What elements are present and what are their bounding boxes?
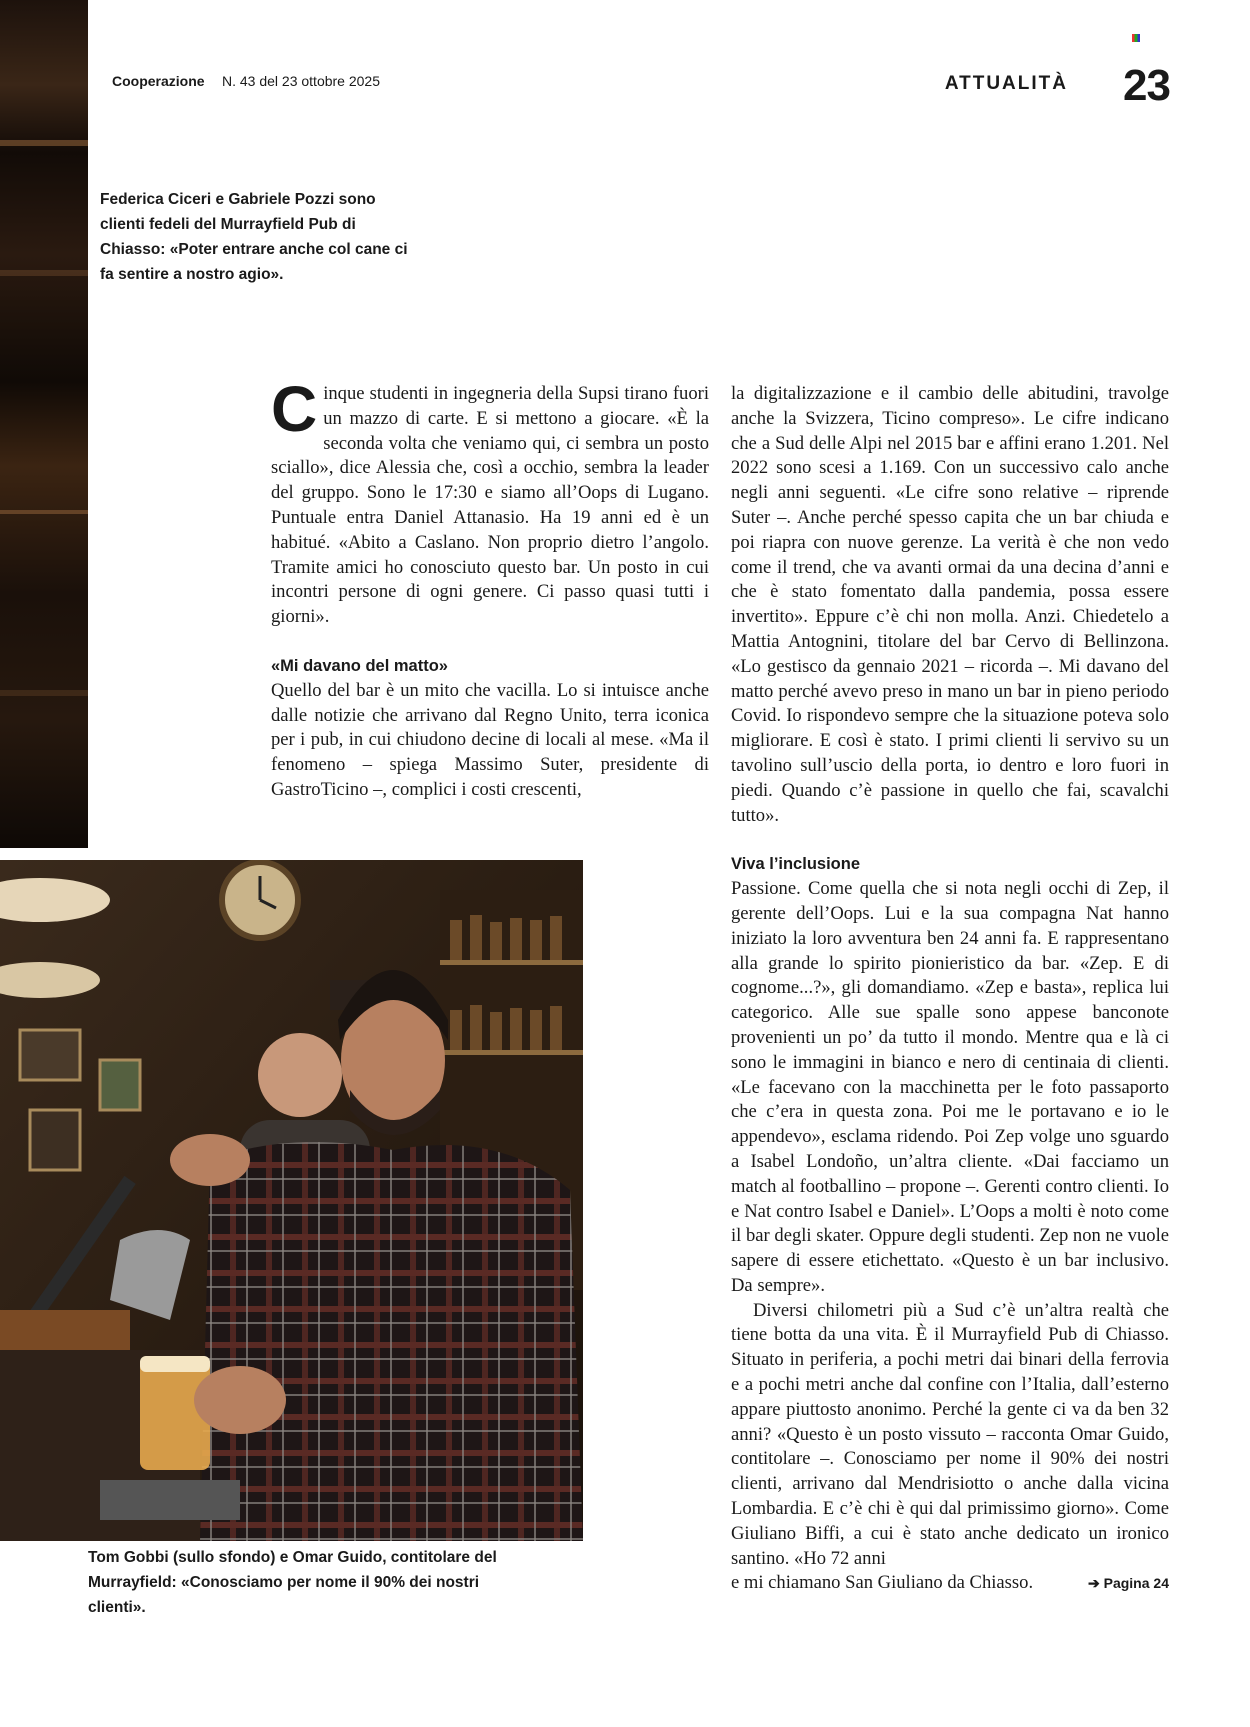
subheading-inclusione: Viva l’inclusione <box>731 855 860 874</box>
final-line-text: e mi chiamano San Giuliano da Chiasso. <box>731 1572 1034 1594</box>
main-photo-bartender <box>0 860 583 1541</box>
photo-strip-pub-interior <box>0 0 88 848</box>
article-paragraph: Diversi chilometri più a Sud c’è un’altra realtà che tiene botta da una vita. È il Murrayfield Pub di Chiasso. Situato in periferia, a pochi metri dai binari della ferrovia e a pochi metri anche dal confine con l’Italia, dall’esterno appare piuttosto anonimo. Perché la gente ci va da ben 32 anni? «Questo è un posto vissuto – racconta Omar Guido, contitolare –. Conosciamo per nome il 90% dei nostri clienti, arrivano dal Mendrisiotto o anche dalla vicina Lombardia. E c’è chi è qui dal primissimo giorno». Come Giuliano Biffi, a cui è stato anche dedicato un ironico santino. «Ho 72 anni <box>731 1299 1169 1569</box>
article-paragraph: la digitalizzazione e il cambio delle abitudini, travolge anche la Svizzera, Ticino compreso». Le cifre indicano che a Sud delle Alpi nel 2015 bar e affini erano 1.201. Nel 2022 sono scesi a 1.169. Con un successivo calo anche negli anni seguenti. «Le cifre sono relative – riprende Suter –. Anche perché spesso capita che un bar chiuda e poi riapra con nuove gerenze. La verità è che non vedo come il trend, che va avanti ormai da una decina d’anni e che è stato fomentato dalla pandemia, possa essere invertito». Eppure c’è chi non molla. Anzi. Chiedetelo a Mattia Antognini, titolare del bar Cervo di Bellinzona. «Lo gestisco da gennaio 2021 – ricorda –. Mi davano del matto perché avevo preso in mano un bar in pieno periodo Covid. Io rispondevo sempre che la situazione poteva solo migliorare. E così è stato. I primi clienti li servivo su un tavolino sull’uscio della porta, io dentro e loro fuori in piedi. Quando c’è passione in quello che fai, scavalchi tutto». <box>731 383 1169 826</box>
article-paragraph <box>271 373 709 630</box>
bartender-photo-illustration <box>0 860 583 1541</box>
article-paragraph: Quello del bar è un mito che vacilla. Lo si intuisce anche dalle notizie che arrivano dal Regno Unito, terra iconica per i pub, in cui chiudono decine di locali al mese. «Ma il fenomeno – spiega Massimo Suter, presidente di GastroTicino –, complici i costi crescenti, <box>271 679 709 800</box>
subheading-matto: «Mi davano del matto» <box>271 656 448 675</box>
photo-caption-top: Federica Ciceri e Gabriele Pozzi sono clienti fedeli del Murrayfield Pub di Chiasso: «Poter entrare anche col cane ci fa sentire a nostro agio». <box>100 191 408 283</box>
paragraph-text: inque studenti in ingegneria della Supsi tirano fuori un mazzo di carte. E si mettono a giocare. «È la seconda volta che veniamo qui, ci sembra un posto sciallo», dice Alessia che, così a occhio, sembra la leader del gruppo. Sono le 17:30 e siamo all’Oops di Lugano. Puntuale entra Daniel Attanasio. Ha 19 anni ed è un habitué. «Abito a Caslano. Non proprio dietro l’angolo. Tramite amici ho conosciuto questo bar. Un posto in cui incontri persone di ogni genere. Ci passo quasi tutti i giorni». <box>271 383 709 628</box>
drop-cap: C <box>271 373 318 445</box>
article-column-right <box>731 382 1169 1596</box>
publication-name: Cooperazione <box>112 73 205 89</box>
section-title: ATTUALITÀ <box>944 73 1068 94</box>
article-column-left <box>271 373 709 803</box>
color-registration-mark <box>1132 34 1140 42</box>
article-end-line <box>731 1571 1169 1596</box>
page-number: 23 <box>1123 61 1170 110</box>
continued-link[interactable]: ➔ Pagina 24 <box>1088 1575 1169 1592</box>
photo-caption-bottom: Tom Gobbi (sullo sfondo) e Omar Guido, contitolare del Murrayfield: «Conosciamo per nome il 90% dei nostri clienti». <box>88 1549 497 1616</box>
article-paragraph: Passione. Come quella che si nota negli occhi di Zep, il gerente dell’Oops. Lui e la sua compagna Nat hanno iniziato la loro avventura ben 24 anni fa. E rappresentano alla grande lo spirito pionieristico da bar. «Zep. E di cognome...?», gli domandiamo. «Zep e basta», replica lui categorico. Alle sue spalle sono appese banconote provenienti un po’ da tutto il mondo. Mentre qua e là ci sono le immagini in bianco e nero di centinaia di clienti. «Le facevano con la macchinetta per le foto passaporto che c’era in questa zona. Poi me le portavano e io le appendevo», esclama ridendo. Poi Zep volge uno sguardo a Isabel Londoño, un’altra cliente. «Dai facciamo un match al footballino – propone –. Gerenti contro clienti. Io e Nat contro Isabel e Daniel». L’Oops a molti è noto come il bar degli skater. Oppure degli studenti. Zep non ne vuole sapere di essere etichettato. «Questo è un bar inclusivo. Da sempre». <box>731 878 1169 1296</box>
issue-info: N. 43 del 23 ottobre 2025 <box>222 73 381 89</box>
